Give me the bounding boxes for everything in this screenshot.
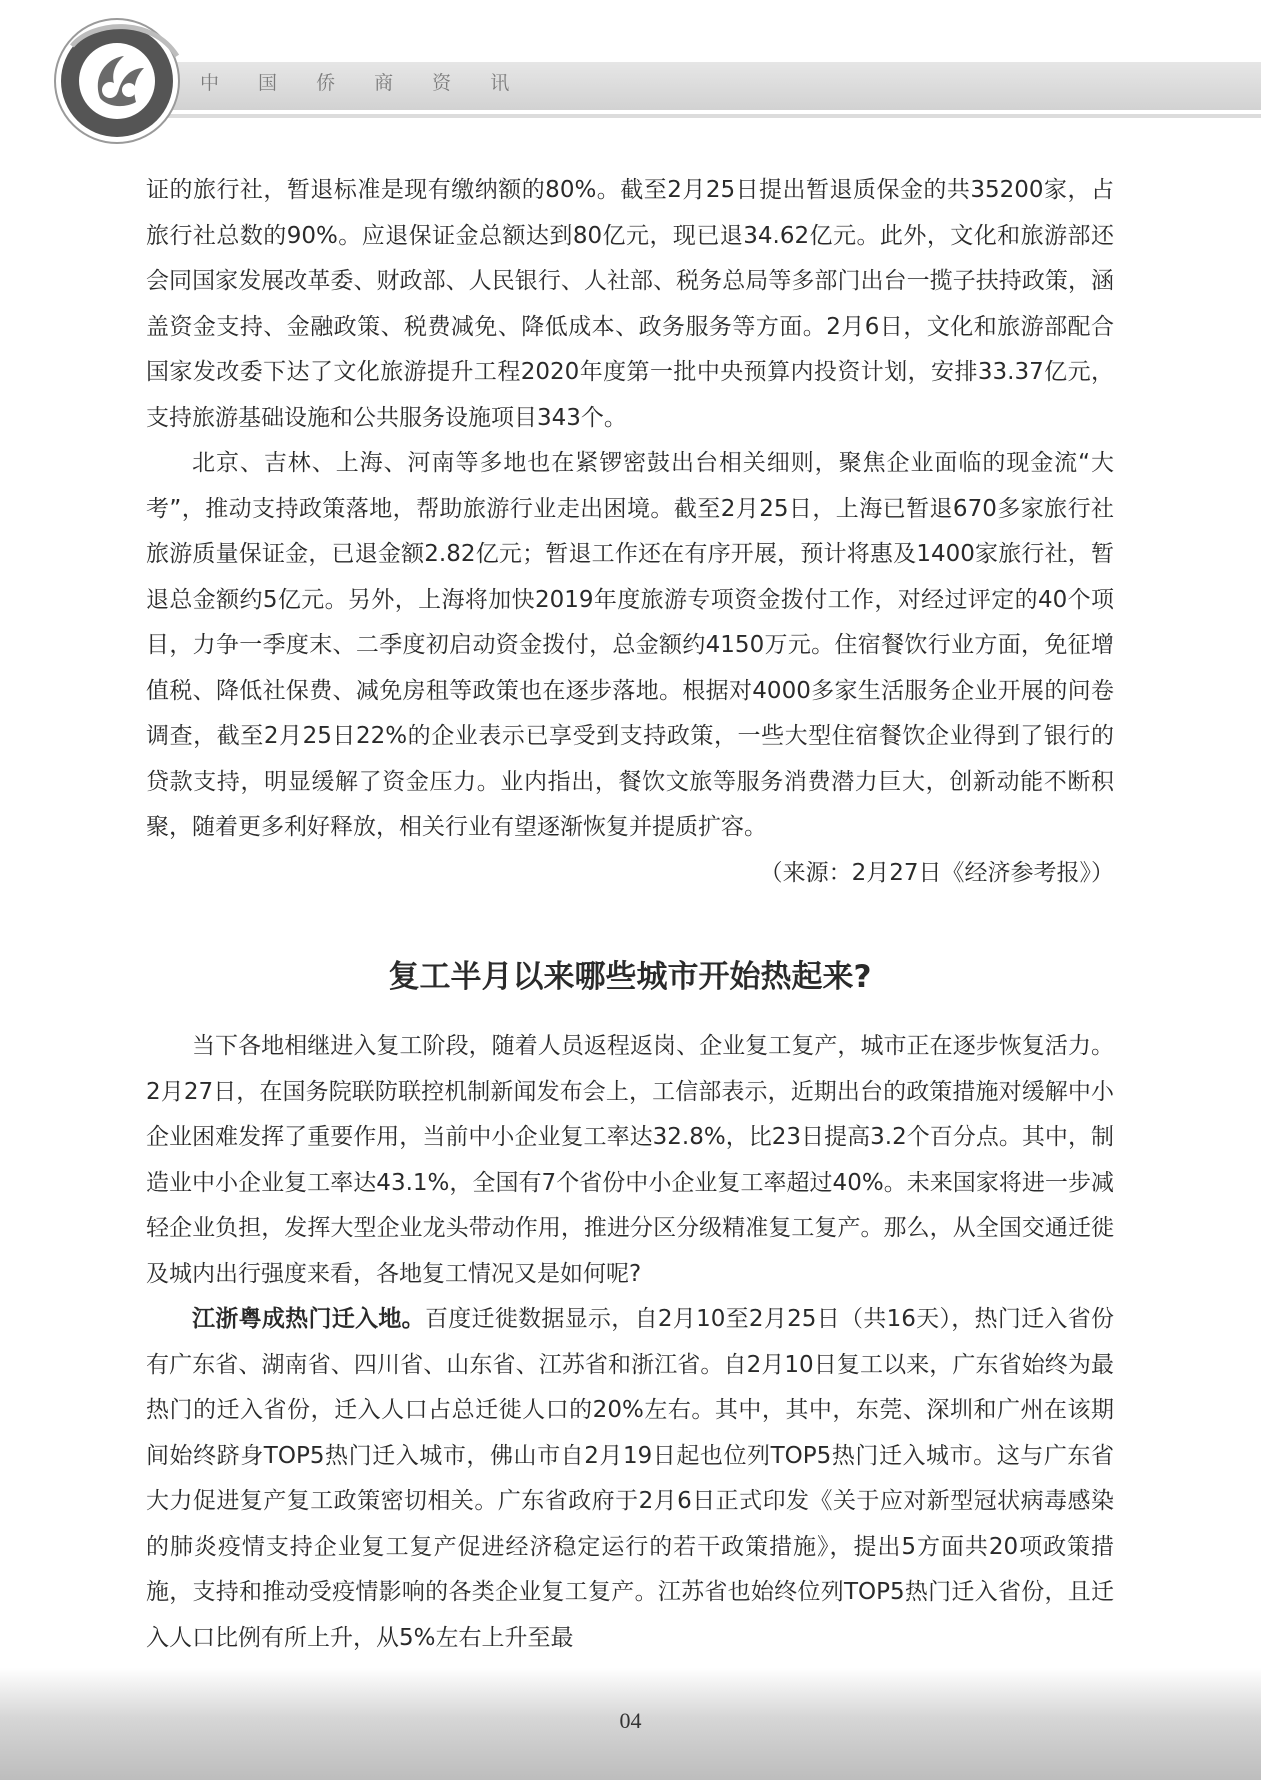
- federation-logo: [52, 16, 182, 146]
- header-divider: [150, 114, 1261, 118]
- article2-paragraph-1: 当下各地相继进入复工阶段，随着人员返程返岗、企业复工复产，城市正在逐步恢复活力。2月27日，在国务院联防联控机制新闻发布会上，工信部表示，近期出台的政策措施对缓解中小企业困难发挥了重要作用，当前中小企业复工率达32.8%，比23日提高3.2个百分点。其中，制造业中小企业复工率达43.1%，全国有7个省份中小企业复工率超过40%。未来国家将进一步减轻企业负担，发挥大型企业龙头带动作用，推进分区分级精准复工复产。那么，从全国交通迁徙及城内出行强度来看，各地复工情况又是如何呢?: [146, 1033, 1114, 1287]
- article2-paragraph-2-body: 百度迁徙数据显示，自2月10至2月25日（共16天），热门迁入省份有广东省、湖南省、四川省、山东省、江苏省和浙江省。自2月10日复工以来，广东省始终为最热门的迁入省份，迁入人口占总迁徙人口的20%左右。其中，其中，东莞、深圳和广州在该期间始终跻身TOP5热门迁入城市，佛山市自2月19日起也位列TOP5热门迁入城市。这与广东省大力促进复产复工政策密切相关。广东省政府于2月6日正式印发《关于应对新型冠状病毒感染的肺炎疫情支持企业复工复产促进经济稳定运行的若干政策措施》，提出5方面共20项政策措施，支持和推动受疫情影响的各类企业复工复产。江苏省也始终位列TOP5热门迁入省份，且迁入人口比例有所上升，从5%左右上升至最: [146, 1306, 1114, 1651]
- article1-paragraph-2: 北京、吉林、上海、河南等多地也在紧锣密鼓出台相关细则，聚焦企业面临的现金流“大考”，推动支持政策落地，帮助旅游行业走出困境。截至2月25日，上海已暂退670多家旅行社旅游质量保证金，已退金额2.82亿元；暂退工作还在有序开展，预计将惠及1400家旅行社，暂退总金额约5亿元。另外，上海将加快2019年度旅游专项资金拨付工作，对经过评定的40个项目，力争一季度末、二季度初启动资金拨付，总金额约4150万元。住宿餐饮行业方面，免征增值税、降低社保费、减免房租等政策也在逐步落地。根据对4000多家生活服务企业开展的问卷调查，截至2月25日22%的企业表示已享受到支持政策，一些大型住宿餐饮企业得到了银行的贷款支持，明显缓解了资金压力。业内指出，餐饮文旅等服务消费潜力巨大，创新动能不断积聚，随着更多利好释放，相关行业有望逐渐恢复并提质扩容。: [146, 450, 1114, 840]
- article2-lead-sentence: 江浙粤成热门迁入地。: [192, 1306, 425, 1332]
- article1-source: （来源：2月27日《经济参考报》）: [759, 859, 1114, 886]
- article2-paragraph-2: [146, 1297, 1114, 1661]
- page-content: [146, 168, 1114, 1661]
- article2-title: 复工半月以来哪些城市开始热起来?: [388, 959, 872, 995]
- page-number: 04: [619, 1708, 642, 1733]
- article1-paragraph-1: 证的旅行社，暂退标准是现有缴纳额的80%。截至2月25日提出暂退质保金的共35200家，占旅行社总数的90%。应退保证金总额达到80亿元，现已退34.62亿元。此外，文化和旅游部还会同国家发展改革委、财政部、人民银行、人社部、税务总局等多部门出台一揽子扶持政策，涵盖资金支持、金融政策、税费减免、降低成本、政务服务等方面。2月6日，文化和旅游部配合国家发改委下达了文化旅游提升工程2020年度第一批中央预算内投资计划，安排33.37亿元，支持旅游基础设施和公共服务设施项目343个。: [146, 177, 1115, 431]
- publication-title: 中 国 侨 商 资 讯: [200, 72, 510, 94]
